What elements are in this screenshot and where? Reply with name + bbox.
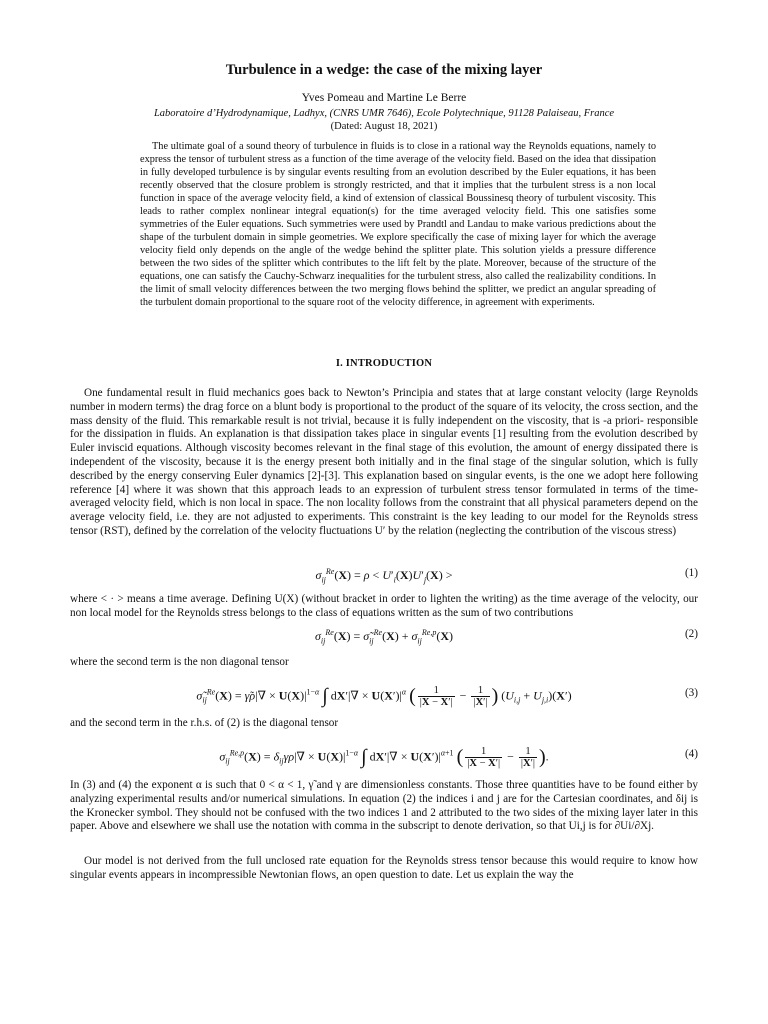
- abstract: The ultimate goal of a sound theory of turbulence in fluids is to close in a rational way the Reynolds equations, namely to express the tensor of turbulent stress as a function of the time average of the velocity field. Based on the idea that dissipation in fully developed turbulence is by singular events resulting from an evolution described by the Euler equations, it has been recently observed that the closure problem is strongly restricted, and that it implies that the turbulent stress is a non local function in space of the average velocity field, a kind of extension of classical Boussinesq theory of turbulent viscosity. This leads to rather complex nonlinear integral equation(s) for the time averaged velocity field. This one satisfies some symmetries of the Euler equations. Such symmetries were used by Prandtl and Landau to make various predictions about the shape of the turbulent domain in simple geometries. We explore specifically the case of mixing layer for which the average velocity field only depends on the angle of the wedge behind the splitter plate. This solution yields a pressure difference between the two sides of the splitter which contributes to the lift felt by the plate. Moreover, because of the structure of the equations, one can satisfy the Cauchy-Schwarz inequalities for the turbulent stress, also called the realizability conditions. In the limit of small velocity differences between the two merging flows behind the splitter, we predict an angular spreading of the turbulent domain proportional to the square root of the velocity difference, in agreement with experiments.: [140, 141, 656, 308]
- authors: Yves Pomeau and Martine Le Berre: [301, 92, 467, 104]
- equation-3-math: $\sigmã_{ij}^{Re}(X)$ = γ̃ρ|∇ × $U(X)|^{1-\alpha}$ ∫ $dX'|\nabla \times U(X')|^\alpha$ ( $\frac{1}{|X - X'|}$ − $\frac{1}{|X'|}$ ) $(U_{i,j} + U_{j,i})(X')$: [196, 685, 572, 708]
- paragraph-exponent: In (3) and (4) the exponent α is such that 0 < α < 1, γ̃ and γ are dimensionless constants. Those three quantities have to be found either by analyzing experimental results and/or numerical simulations. In equation (2) the indices i and j are for the Cartesian coordinates, and δij is the Kronecker symbol. They should not be confused with the two indices 1 and 2 attributed to the two sides of the mixing layer later in this paper. Above and elsewhere we shall use the notation with comma in the subscript to denote derivation, so that Ui,j is for ∂Ui/∂Xj.: [70, 779, 698, 833]
- affiliation: Laboratoire d’Hydrodynamique, Ladhyx, (CNRS UMR 7646), Ecole Polytechnique, 91128 Palaiseau, France: [153, 108, 615, 119]
- equation-4: [70, 740, 698, 770]
- date-line: (Dated: August 18, 2021): [330, 121, 438, 132]
- paragraph-diagonal: and the second term in the r.h.s. of (2) is the diagonal tensor: [70, 717, 339, 729]
- paragraph-model: Our model is not derived from the full unclosed rate equation for the Reynolds stress tensor because this would require to know how singular events appears in incompressible Newtonian flows, an open question to date. Let us explain the way the: [70, 855, 698, 881]
- equation-1-number: (1): [684, 567, 698, 579]
- paper-title: Turbulence in a wedge: the case of the mixing layer: [225, 62, 543, 78]
- paragraph-time-average: where < · > means a time average. Defining U(X) (without bracket in order to lighten the writing) as the time average of the velocity, our non local model for the Reynolds stress belongs to the class of equations written as the sum of two contributions: [70, 593, 698, 619]
- paragraph-intro: One fundamental result in fluid mechanics goes back to Newton’s Principia and states that at large constant velocity (large Reynolds number in modern terms) the drag force on a blunt body is proportional to the product of the square of its velocity, the cross section, and the mass density of the fluid. This remarkable result is not trivial, because it is fully independent on the viscosity, that is -a priori- responsible for the dissipation in fluids. An explanation is that dissipation takes place in singular events [1] resulting from the evolution described by Euler inviscid equations. Although viscosity becomes relevant in the final stage of this evolution, the amount of energy dissipated there is independent of the viscosity, because it is the energy present both initially and in the final stage of the singular solution, which is fully described by the energy conserving Euler dynamics [2]-[3]. This explanation based on singular events, is the one we adopt here following reference [4] where it was shown that this approach leads to an expression of turbulent stress tensor formulated in terms of the time-averaged velocity field, which is non local in space. The non locality follows from the constraint that all physical parameters depend on the average velocity field, i.e. they are not adjusted to experiments. This constraint is the key leading to our model for the Reynolds stress tensor (RST), defined by the correlation of the velocity fluctuations U′ by the relation (neglecting the contribution of the viscous stress): [70, 387, 698, 537]
- equation-3-number: (3): [684, 687, 698, 699]
- equation-2-math: $\sigma_{ij}^{Re}(X)$ = $\sigmã_{ij}^{Re}(X) + \sigma_{ij}^{Re,p}(X)$: [315, 628, 453, 646]
- equation-4-number: (4): [684, 748, 698, 760]
- equation-3: [70, 679, 698, 709]
- equation-1-math: $\sigma_{ij}^{Re}(X) = \rho < U'_i(X)U'_j(X)$ >: [315, 567, 453, 585]
- section-heading: I. INTRODUCTION: [335, 358, 433, 369]
- paragraph-non-diagonal: where the second term is the non diagonal tensor: [70, 656, 289, 668]
- equation-4-math: $\sigma_{ij}^{Re,p}(X) = \delta_{ij}\gamma\rho|\nabla \times U(X)|^{1-\alpha}$ ∫ $dX'|\nabla \times U(X')|^{\alpha+1}$ ( $\frac{1}{|X - X'|}$ − $\frac{1}{|X'|}$ ).: [219, 746, 549, 769]
- equation-2: [70, 628, 698, 646]
- equation-1: [70, 567, 698, 585]
- equation-2-number: (2): [684, 628, 698, 640]
